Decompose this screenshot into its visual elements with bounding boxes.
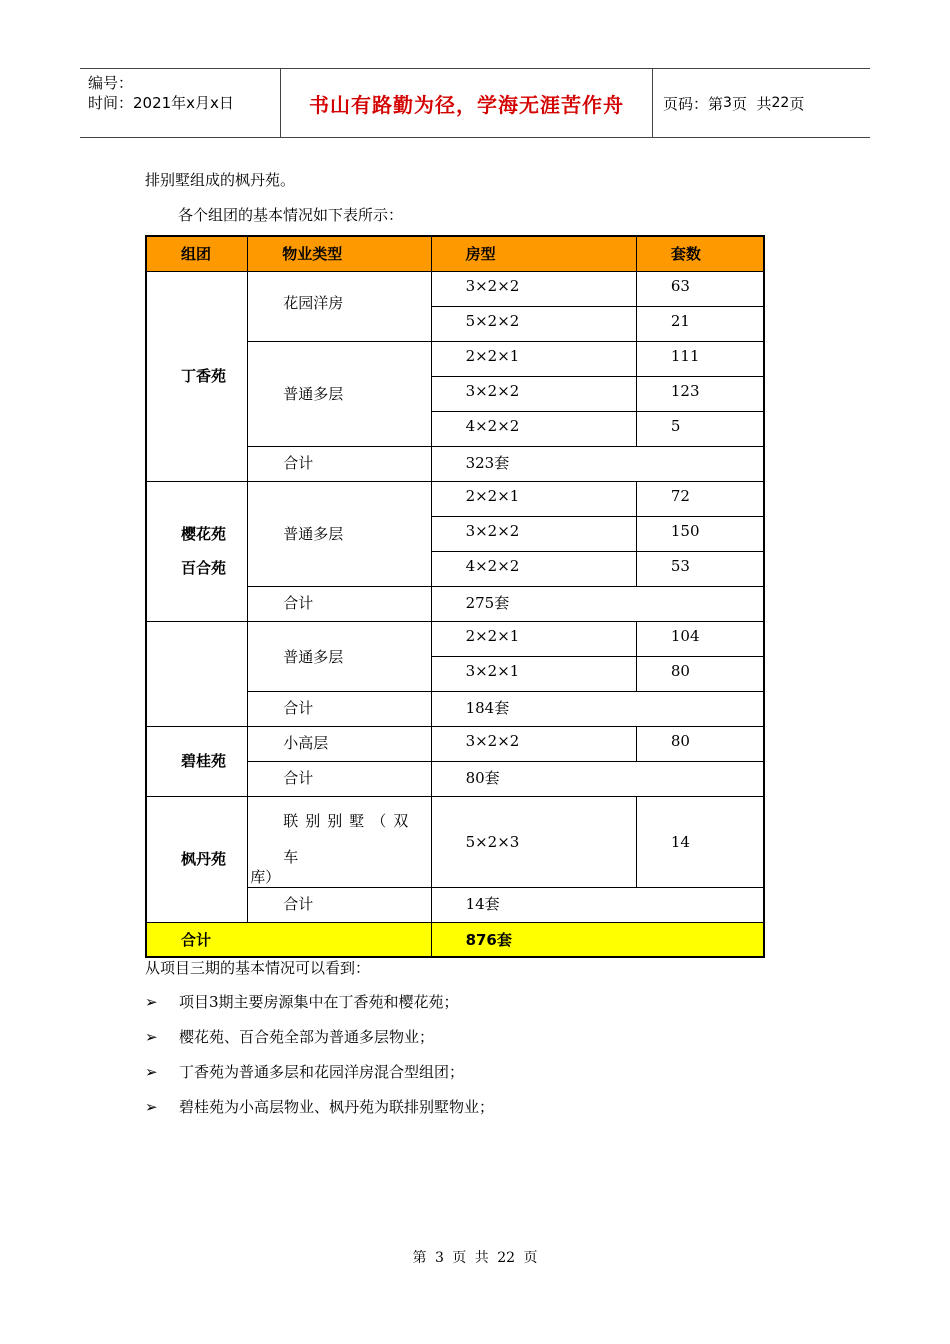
type-villa-line-2: 库） <box>250 867 281 886</box>
table-row <box>146 621 764 656</box>
layout-cell: 3×2×2 <box>431 376 636 411</box>
layout-cell: 3×2×2 <box>431 726 636 761</box>
page-footer: 第 3 页 共 22 页 <box>412 1250 538 1266</box>
layout-cell: 5×2×3 <box>431 796 636 887</box>
count-cell: 21 <box>636 306 764 341</box>
group-dingxiang: 丁香苑 <box>146 271 248 481</box>
layout-cell: 4×2×2 <box>431 551 636 586</box>
list-item <box>145 992 459 1012</box>
bullet-text: 碧桂苑为小高层物业、枫丹苑为联排别墅物业； <box>179 1098 495 1116</box>
layout-cell: 3×2×1 <box>431 656 636 691</box>
count-cell: 63 <box>636 271 764 306</box>
page-header <box>80 68 870 138</box>
total-row <box>146 922 764 957</box>
subtotal-label: 合计 <box>248 761 431 796</box>
bullet-text: 樱花苑、百合苑全部为普通多层物业； <box>179 1028 435 1046</box>
group-yinghua: 樱花苑 <box>181 525 227 543</box>
arrow-bullet-icon: ➢ <box>145 1063 158 1081</box>
header-page-info <box>653 69 870 137</box>
group-fengdan: 枫丹苑 <box>146 796 248 922</box>
subtotal-value: 14套 <box>431 887 764 922</box>
summary-intro: 从项目三期的基本情况可以看到： <box>145 959 371 977</box>
intro-line-2: 各个组团的基本情况如下表所示： <box>178 206 404 224</box>
layout-cell: 4×2×2 <box>431 411 636 446</box>
intro-line-1: 排别墅组成的枫丹苑。 <box>145 171 296 189</box>
page-label: 页码：第 <box>663 94 724 113</box>
arrow-bullet-icon: ➢ <box>145 993 158 1011</box>
subtotal-label: 合计 <box>248 887 431 922</box>
property-table <box>145 235 765 958</box>
type-ordinary: 普通多层 <box>248 481 431 586</box>
type-ordinary: 普通多层 <box>248 621 431 691</box>
group-yinghua-baihe <box>146 481 248 621</box>
header-cell-count: 套数 <box>636 236 764 271</box>
subtotal-value: 275套 <box>431 586 764 621</box>
bullet-text: 丁香苑为普通多层和花园洋房混合型组团； <box>179 1063 465 1081</box>
count-cell: 111 <box>636 341 764 376</box>
subtotal-label: 合计 <box>248 691 431 726</box>
page-current: 3 <box>723 95 732 111</box>
count-cell: 123 <box>636 376 764 411</box>
type-garden-house: 花园洋房 <box>248 271 431 341</box>
type-high-rise: 小高层 <box>248 726 431 761</box>
total-label: 合计 <box>146 922 431 957</box>
header-motto: 书山有路勤为径，学海无涯苦作舟 <box>281 69 653 137</box>
time-label: 时间：2021年x月x日 <box>88 94 234 112</box>
bullet-text: 项目3期主要房源集中在丁香苑和樱花苑； <box>179 993 459 1011</box>
type-villa <box>248 796 431 887</box>
header-cell-layout: 房型 <box>431 236 636 271</box>
page-end: 页 <box>789 94 805 113</box>
arrow-bullet-icon: ➢ <box>145 1098 158 1116</box>
list-item <box>145 1062 464 1082</box>
list-item <box>145 1027 434 1047</box>
group-bigui: 碧桂苑 <box>146 726 248 796</box>
header-meta <box>80 69 281 137</box>
arrow-bullet-icon: ➢ <box>145 1028 158 1046</box>
group-unnamed <box>146 621 248 726</box>
subtotal-value: 184套 <box>431 691 764 726</box>
group-baihe: 百合苑 <box>181 559 227 577</box>
layout-cell: 2×2×1 <box>431 621 636 656</box>
header-cell-group: 组团 <box>146 236 248 271</box>
header-cell-type: 物业类型 <box>248 236 431 271</box>
type-villa-line-1: 联别别墅（双车 <box>283 811 416 866</box>
count-cell: 53 <box>636 551 764 586</box>
page-mid: 页 共 <box>731 94 772 113</box>
count-cell: 104 <box>636 621 764 656</box>
count-cell: 80 <box>636 656 764 691</box>
subtotal-value: 80套 <box>431 761 764 796</box>
layout-cell: 3×2×2 <box>431 271 636 306</box>
count-cell: 150 <box>636 516 764 551</box>
total-value: 876套 <box>431 922 764 957</box>
count-cell: 80 <box>636 726 764 761</box>
layout-cell: 5×2×2 <box>431 306 636 341</box>
count-cell: 72 <box>636 481 764 516</box>
layout-cell: 3×2×2 <box>431 516 636 551</box>
number-label: 编号： <box>88 74 134 92</box>
subtotal-label: 合计 <box>248 446 431 481</box>
table-row <box>146 481 764 516</box>
table-header-row <box>146 236 764 271</box>
subtotal-label: 合计 <box>248 586 431 621</box>
table-row <box>146 271 764 306</box>
layout-cell: 2×2×1 <box>431 481 636 516</box>
list-item <box>145 1097 494 1117</box>
subtotal-value: 323套 <box>431 446 764 481</box>
count-cell: 5 <box>636 411 764 446</box>
type-ordinary: 普通多层 <box>248 341 431 446</box>
table-row <box>146 726 764 761</box>
table-row <box>146 796 764 887</box>
count-cell: 14 <box>636 796 764 887</box>
page-total: 22 <box>771 95 790 111</box>
layout-cell: 2×2×1 <box>431 341 636 376</box>
